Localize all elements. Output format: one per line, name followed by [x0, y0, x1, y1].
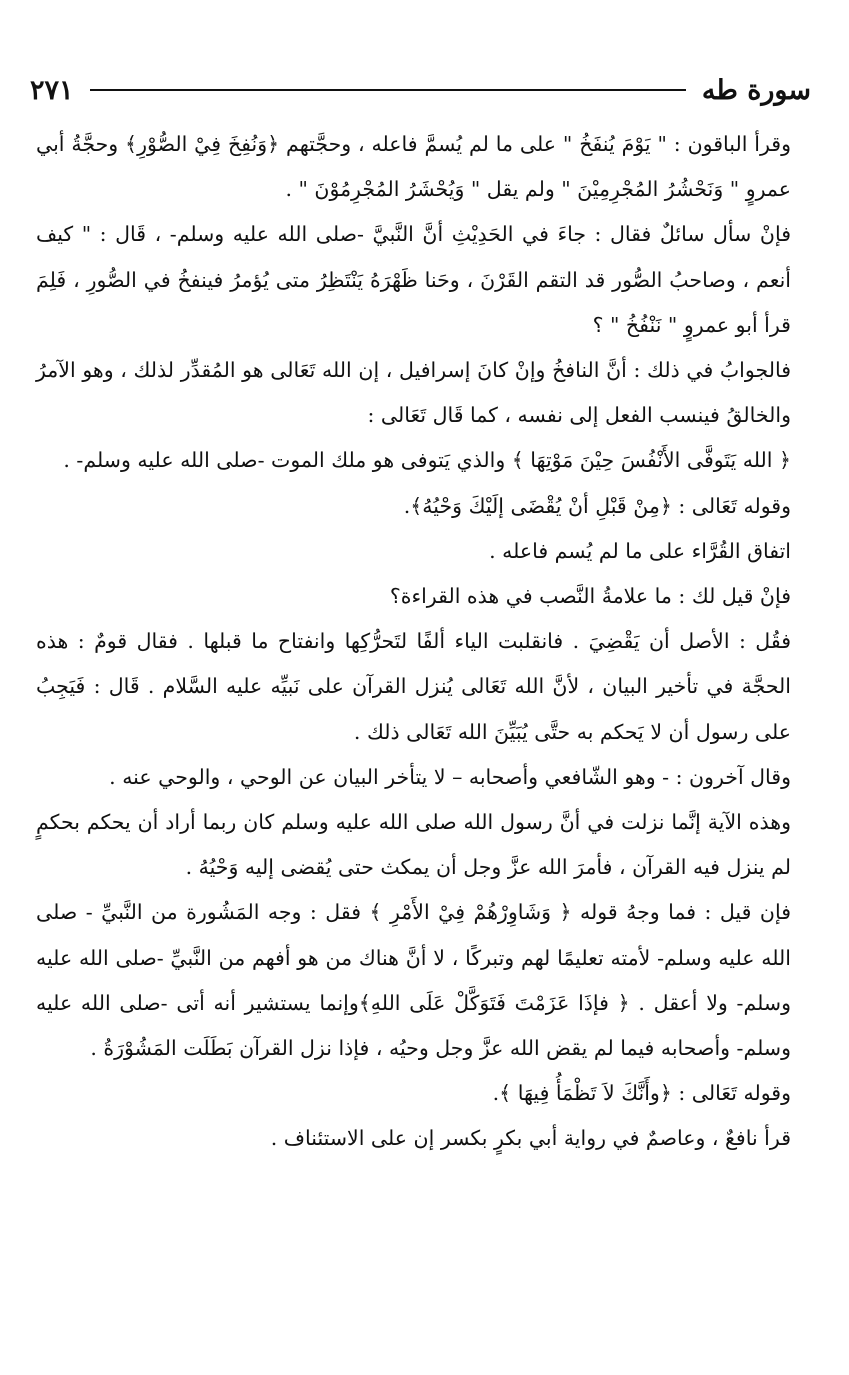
- paragraph: وقال آخرون : - وهو الشّافعي وأصحابه – لا يتأخر البيان عن الوحي ، والوحي عنه .: [109, 764, 791, 789]
- chapter-title: سورة طه: [701, 74, 811, 106]
- paragraph: قرأ نافعٌ ، وعاصمٌ في رواية أبي بكرٍ بكسر إن على الاستئناف .: [270, 1126, 791, 1151]
- paragraph: فإنْ قيل لك : ما علامةُ النَّصب في هذه القراءة؟: [389, 584, 791, 609]
- paragraph: وهذه الآية إنَّما نزلت في أنَّ رسول الله صلى الله عليه وسلم كان ربما أراد أن يحكم بحكمٍ لم ينزل فيه القرآن ، فأمرَ الله عزَّ وجل أن يمكث حتى يُقضى إليه وَحْيُهُ .: [36, 810, 791, 880]
- paragraph: فإنْ سأل سائلٌ فقال : جاءَ في الحَدِيْثِ أنَّ النَّبيَّ -صلى الله عليه وسلم- ، قَال : " كيف أنعم ، وصاحبُ الصُّور قد التقم القَرْنَ ، وحَنا ظَهْرَهُ يَنْتَظِرُ متى يُؤمرُ فينفخُ في الصُّورِ ، فَلِمَ قرأ أبو عمروٍ " نَنْفُخُ " ؟: [36, 222, 791, 337]
- paragraph: وقوله تَعَالى : ﴿مِنْ قَبْلِ أنْ يُقْضَى إلَيْكَ وَحْيُهُ﴾.: [403, 493, 791, 518]
- paragraph: فإن قيل : فما وجهُ قوله ﴿ وَشَاوِرْهُمْ فِيْ الأَمْرِ ﴾ فقل : وجه المَشُورة من النَّبيِّ - صلى الله عليه وسلم- لأمته تعليمًا لهم وتبركًا ، لا أنَّ هناك من هو أفهم من النَّبيِّ -صلى الله عليه وسلم- ولا أعقل . ﴿ فإذَا عَزَمْتَ فَتَوَكَّلْ عَلَى اللهِ﴾وإنما يستشير أنه أتى -صلى الله عليه وسلم- وأصحابه فيما لم يقض الله عزَّ وجل وحيُه ، فإذا نزل القرآن بَطَلَت المَشُوْرَةُ .: [36, 900, 791, 1061]
- paragraph: اتفاق القُرَّاء على ما لم يُسم فاعله .: [489, 538, 791, 563]
- page-body: [36, 122, 813, 1162]
- paragraph: وقوله تَعَالى : ﴿وأَنَّكَ لاَ تَظْمَأُ فِيهَا ﴾.: [492, 1081, 791, 1106]
- paragraph: وقرأ الباقون : " يَوْمَ يُنفَخُ " على ما لم يُسمَّ فاعله ، وحجَّتهم ﴿وَنُفِخَ فِيْ الصُّوْرِ﴾ وحجَّةُ أبي عمروٍ " وَنَحْشُرُ المُجْرِمِيْنَ " ولم يقل " وَيُحْشَرُ المُجْرِمُوْنَ " .: [36, 132, 791, 202]
- page-header: [30, 70, 811, 110]
- paragraph: فالجوابُ في ذلك : أنَّ النافخُ وإنْ كانَ إسرافيل ، إن الله تَعَالى هو المُقدِّر لذلك ، وهو الآمرُ والخالقُ فينسب الفعل إلى نفسه ، كما قَال تَعَالى :: [36, 358, 791, 428]
- paragraph: فقُل : الأصل أن يَقْضِيَ . فانقلبت الياء ألفًا لتَحرُّكِها وانفتاح ما قبلها . فقال قومٌ : هذه الحجَّة في تأخير البيان ، لأنَّ الله تَعَالى يُنزل القرآن على نَبيِّه عليه السَّلام . قَال : فَيَجِبُ على رسول أن لا يَحكم به حتَّى يُبَيِّنَ الله تَعَالى ذلك .: [36, 629, 791, 744]
- page-number: ٢٧١: [30, 74, 74, 106]
- header-rule: [90, 89, 686, 91]
- paragraph: ﴿ الله يَتَوفَّى الأَنْفُسَ حِيْنَ مَوْتِهَا ﴾ والذي يَتوفى هو ملك الموت -صلى الله عليه وسلم- .: [63, 448, 791, 473]
